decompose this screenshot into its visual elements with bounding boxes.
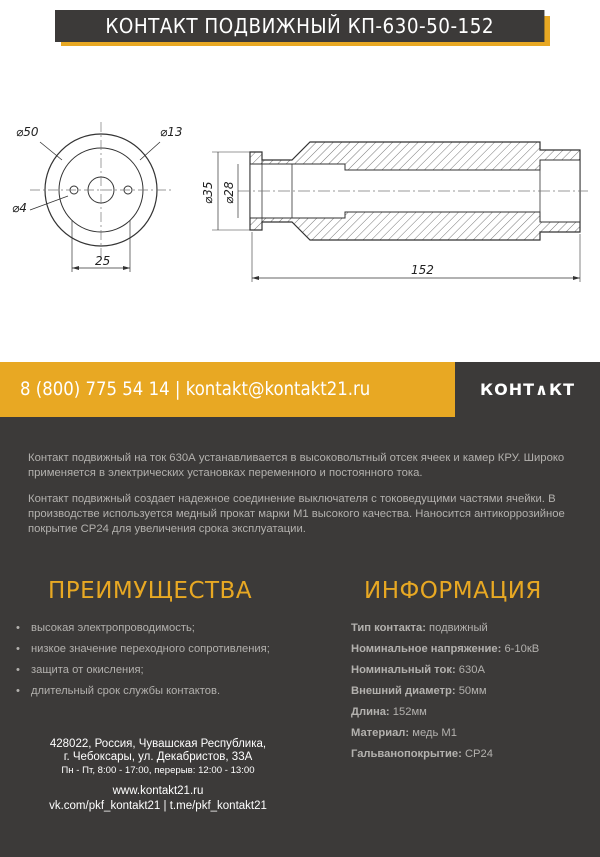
advantages-list <box>16 618 270 702</box>
info-row: Материал: медь М1 <box>351 727 457 739</box>
email-link[interactable]: kontakt@kontakt21.ru <box>185 378 371 400</box>
description-paragraph-2: Контакт подвижный создает надежное соединение выключателя с токоведущими частями ячейки. В производстве используется медный прокат марки М1 высокого качества. Наносится антикоррозийное покрытие СР24 для увеличения срока эксплуатации. <box>28 493 565 535</box>
side-view <box>212 142 588 282</box>
advantages-heading: ПРЕИМУЩЕСТВА <box>48 578 253 604</box>
social-links <box>0 799 316 814</box>
info-row: Тип контакта: подвижный <box>351 622 488 634</box>
dim-d28: ⌀28 <box>222 181 236 204</box>
info-row: Гальванопокрытие: СР24 <box>351 748 493 760</box>
info-row: Длина: 152мм <box>351 706 427 718</box>
info-list <box>351 618 539 765</box>
contact-separator: | <box>174 378 181 400</box>
bullet-icon: • <box>16 622 20 634</box>
info-row: Номинальное напряжение: 6-10кВ <box>351 643 540 655</box>
list-item: • низкое значение переходного сопротивления; <box>16 639 270 660</box>
dim-d35: ⌀35 <box>201 181 215 204</box>
list-item: • длительный срок службы контактов. <box>16 681 270 702</box>
dim-w25: 25 <box>95 254 111 268</box>
dim-d4: ⌀4 <box>12 201 27 215</box>
info-row: Внешний диаметр: 50мм <box>351 685 487 697</box>
bullet-icon: • <box>16 664 20 676</box>
bullet-icon: • <box>16 685 20 697</box>
list-item: • высокая электропроводимость; <box>16 618 270 639</box>
working-hours: Пн - Пт, 8:00 - 17:00, перерыв: 12:00 - 13:00 <box>61 765 255 776</box>
dim-d50: ⌀50 <box>16 125 39 139</box>
bullet-icon: • <box>16 643 20 655</box>
dim-d13: ⌀13 <box>160 125 183 139</box>
address-block <box>0 738 316 777</box>
company-logo <box>455 362 600 417</box>
front-view <box>30 122 172 272</box>
links-block <box>0 784 316 814</box>
telegram-link[interactable]: t.me/pkf_kontakt21 <box>169 800 267 812</box>
vk-link[interactable]: vk.com/pkf_kontakt21 <box>49 800 161 812</box>
technical-drawing <box>0 100 600 300</box>
list-item: • защита от окисления; <box>16 660 270 681</box>
address-line-2: г. Чебоксары, ул. Декабристов, 33А <box>63 751 253 763</box>
info-row: Номинальный ток: 630А <box>351 664 485 676</box>
logo-text: КОНТ∧КТ <box>480 380 575 399</box>
info-heading: ИНФОРМАЦИЯ <box>364 578 542 604</box>
dim-l152: 152 <box>411 263 434 277</box>
contact-line <box>20 362 370 417</box>
title-banner <box>55 10 550 46</box>
link-separator: | <box>163 800 167 812</box>
page-title: КОНТАКТ ПОДВИЖНЫЙ КП-630-50-152 <box>55 10 544 42</box>
website-link[interactable]: www.kontakt21.ru <box>112 785 204 797</box>
address-line-1: 428022, Россия, Чувашская Республика, <box>49 738 267 750</box>
description-paragraph-1: Контакт подвижный на ток 630А устанавливается в высоковольтный отсек ячеек и камер КРУ. Широко применяется в электрических установках переменного и постоянного тока. <box>28 452 565 479</box>
phone-link[interactable]: 8 (800) 775 54 14 <box>20 378 170 400</box>
